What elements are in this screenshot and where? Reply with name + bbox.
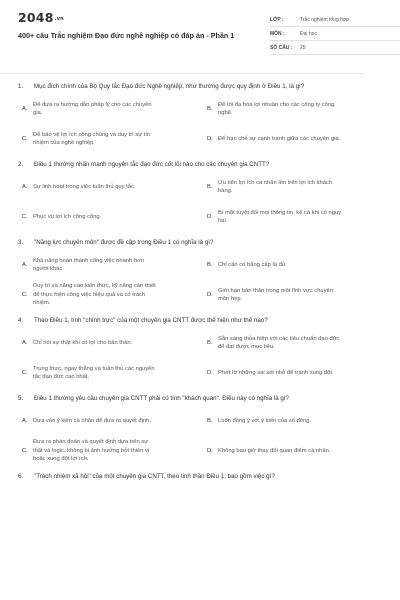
page-header [18, 0, 382, 66]
option-a[interactable]: A. Để đưa ra hướng dẫn pháp lý cho các chuyên gia. [22, 101, 152, 116]
site-logo[interactable]: 2048.vn [18, 10, 64, 25]
question-text: "Trách nhiệm xã hội" của một chuyên gia CNTT, theo tinh thần Điều 1, bao gồm việc gì? [34, 473, 275, 480]
option-c[interactable]: C. Đưa ra phán đoán và quyết định dựa trên sự thật và logic, không bị ảnh hưởng bởi thiên vị hoặc xung đột lợi ích. [22, 439, 150, 463]
meta-label: SỐ CÂU : [270, 44, 293, 51]
option-d[interactable]: D. Bí mật tuyệt đối mọi thông tin, kể cả khi có nguy hại. [207, 209, 342, 224]
question-text: Theo Điều 1, tính "chính trực" của một chuyên gia CNTT được thể hiện như thế nào? [34, 317, 268, 324]
option-c[interactable]: C. Duy trì và nâng cao kiến thức, kỹ năng cần thiết để thực hiện công việc hiệu quả và có trách nhiệm. [22, 283, 156, 307]
meta-value: 25 [300, 44, 306, 51]
option-d[interactable]: D. Để hạn chế sự cạnh tranh giữa các chuyên gia. [207, 135, 341, 142]
meta-value: Trắc nghiệm tổng hợp [300, 16, 349, 23]
question-text: Điều 1 thường yêu cầu chuyên gia CNTT phải có tính "khách quan". Điều này có nghĩa là gì? [34, 395, 289, 402]
meta-label: MÔN : [270, 30, 285, 37]
option-c[interactable]: C. Trung thực, ngay thẳng và tuân thủ các nguyên tắc đạo đức cao nhất. [22, 365, 155, 380]
meta-row-count [270, 41, 400, 55]
meta-label: LỚP : [270, 16, 284, 23]
question-number: 4. [18, 317, 24, 324]
option-d[interactable]: D. Giới hạn bản thân trong một lĩnh vực chuyên môn hẹp. [207, 287, 333, 302]
option-b[interactable]: B. Sẵn sàng thỏa hiệp với các tiêu chuẩn đạo đức để đạt được mục tiêu. [207, 335, 340, 350]
question-6 [18, 472, 382, 481]
option-a[interactable]: A. Khả năng hoàn thành công việc nhanh hơn người khác. [22, 257, 145, 272]
question-5 [18, 394, 382, 464]
question-text: "Năng lực chuyên môn" được đề cập trong Điều 1 có nghĩa là gì? [34, 239, 214, 246]
question-number: 5. [18, 395, 24, 402]
meta-row-class [270, 13, 400, 27]
question-text: Điều 1 thường nhấn mạnh nguyên tắc đạo đức cốt lõi nào cho các chuyên gia CNTT? [34, 161, 270, 168]
option-b[interactable]: B. Chỉ cần có bằng cấp là đủ. [207, 261, 287, 268]
header-divider [0, 73, 364, 74]
option-a[interactable]: A. Sự linh hoạt trong việc tuân thủ quy tắc. [22, 183, 136, 190]
question-number: 3. [18, 239, 24, 246]
option-c[interactable]: C. Phục vụ lợi ích công cộng. [22, 213, 102, 220]
meta-value: Đại học [300, 30, 317, 37]
option-b[interactable]: B. Để tối đa hóa lợi nhuận cho các công ty công nghệ. [207, 101, 335, 116]
question-3 [18, 238, 382, 308]
meta-row-subject [270, 27, 400, 41]
option-b[interactable]: B. Ưu tiên lợi ích cá nhân lên trên lợi ích khách hàng. [207, 179, 333, 194]
meta-info [270, 13, 400, 55]
question-1 [18, 82, 382, 152]
option-a[interactable]: A. Chỉ nói sự thật khi có lợi cho bản thân. [22, 339, 133, 346]
question-number: 1. [18, 83, 24, 90]
question-4 [18, 316, 382, 386]
option-d[interactable]: D. Không bao giờ thay đổi quan điểm cá nhân. [207, 447, 331, 454]
option-b[interactable]: B. Luôn đồng ý với ý kiến của số đông. [207, 417, 312, 424]
question-number: 6. [18, 473, 24, 480]
question-text: Mục đích chính của Bộ Quy tắc Đạo đức Nghề nghiệp, như thường được quy định ở Điều 1, là gì? [34, 83, 305, 90]
option-a[interactable]: A. Dựa vào ý kiến cá nhân để đưa ra quyết định. [22, 417, 151, 424]
question-list [18, 82, 382, 489]
option-c[interactable]: C. Để bảo vệ lợi ích công chúng và duy trì sự tín nhiệm của nghề nghiệp. [22, 131, 151, 146]
option-d[interactable]: D. Phớt lờ những sai sót nhỏ để tránh xung đột. [207, 369, 334, 376]
page-title: 400+ câu Trắc nghiệm Đạo đức nghề nghiệp có đáp án - Phần 1 [18, 31, 235, 40]
question-number: 2. [18, 161, 24, 168]
question-2 [18, 160, 382, 230]
